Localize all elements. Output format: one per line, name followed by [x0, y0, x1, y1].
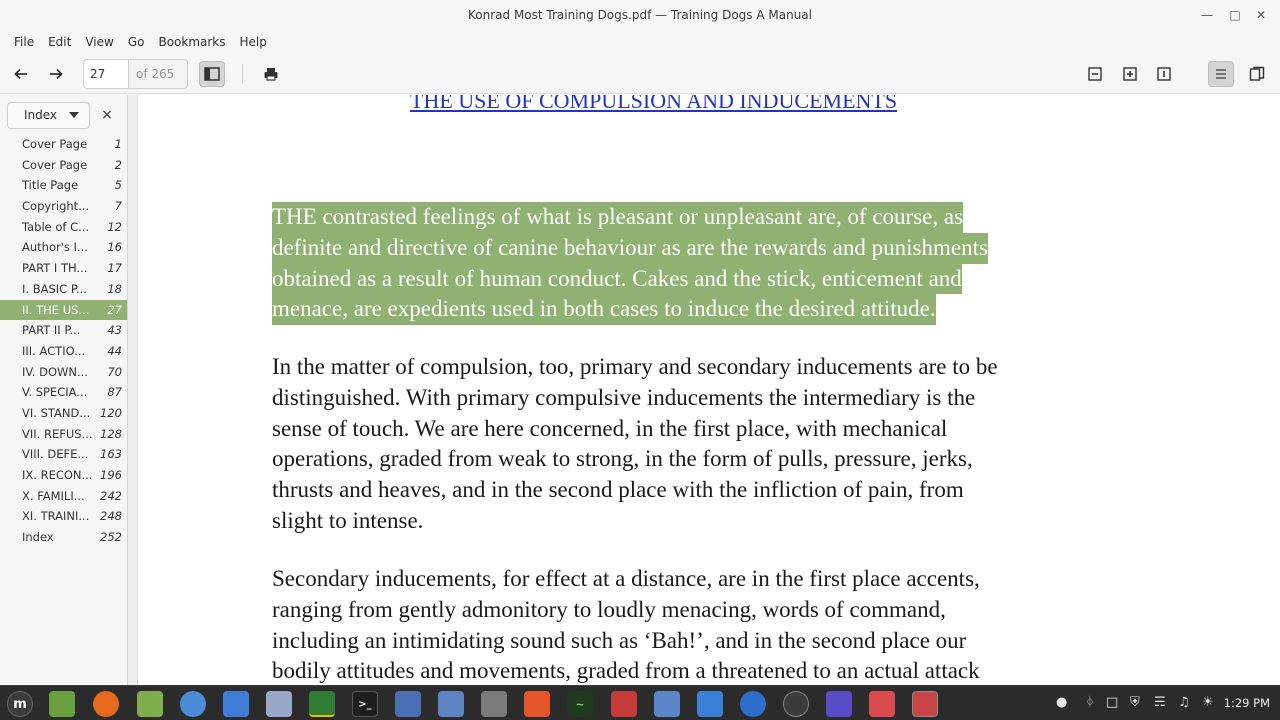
index-item[interactable] — [0, 279, 127, 300]
firefox-icon[interactable] — [93, 691, 119, 717]
index-item[interactable] — [0, 424, 127, 445]
network-tray-icon[interactable]: ● — [1056, 695, 1068, 710]
continuous-view-button[interactable] — [1208, 61, 1234, 87]
index-item[interactable] — [0, 341, 127, 362]
brave-icon[interactable] — [524, 691, 550, 717]
paragraph-line: sense of touch. We are here concerned, in the first place, with mechanical — [272, 415, 948, 441]
menu-bookmarks[interactable]: Bookmarks — [158, 35, 226, 49]
camera-icon[interactable] — [654, 691, 680, 717]
paragraph-line: bodily attitudes and movements, graded from a threatened to an actual attack — [272, 658, 980, 684]
index-item-page: 27 — [107, 302, 122, 317]
index-item-page: 5 — [114, 178, 122, 193]
maximize-button[interactable]: □ — [1229, 8, 1241, 22]
index-item-page: 87 — [107, 385, 122, 400]
index-item-label: Author's I... — [22, 240, 88, 255]
index-item-page: 196 — [100, 468, 122, 482]
zoom-fit-icon — [1157, 67, 1171, 81]
index-item-page: 18 — [107, 281, 122, 296]
book-reader-icon[interactable] — [611, 691, 637, 717]
index-item-label: PART II P... — [22, 323, 81, 338]
bluetooth-icon[interactable]: ᛄ — [1086, 695, 1094, 710]
document-icon[interactable] — [697, 691, 723, 717]
document-view[interactable] — [139, 95, 1280, 685]
paragraph-line: THE contrasted feelings of what is pleasant or unpleasant are, of course, as — [272, 202, 963, 233]
index-item[interactable] — [0, 217, 127, 238]
index-item[interactable] — [0, 320, 127, 341]
index-item-label: Cover Page — [22, 157, 88, 172]
back-button[interactable] — [8, 61, 34, 87]
index-item[interactable] — [0, 258, 127, 279]
index-item-page: 12 — [107, 219, 122, 234]
index-item[interactable] — [0, 403, 127, 424]
system-monitor-icon[interactable]: ~ — [567, 691, 593, 717]
menu-help[interactable]: Help — [239, 35, 267, 49]
index-item[interactable] — [0, 362, 127, 383]
sidebar-toggle-button[interactable] — [199, 61, 225, 87]
forward-button[interactable] — [43, 61, 69, 87]
index-item-page: 120 — [100, 405, 122, 420]
window-title: Konrad Most Training Dogs.pdf — Training Dogs A Manual — [468, 8, 812, 22]
files-icon[interactable] — [49, 691, 75, 717]
menu-go[interactable]: Go — [127, 35, 145, 49]
index-item-label: XI. TRAINI... — [22, 509, 90, 524]
index-item-label: IX. RECON... — [22, 468, 93, 482]
menu-view[interactable]: View — [85, 35, 114, 49]
paragraph-line: operations, graded from weak to strong, in the form of pulls, pressure, jerks, — [272, 446, 973, 472]
toolbar — [0, 54, 1280, 94]
title-bar — [0, 0, 1280, 30]
index-item-label: X. FAMILI... — [22, 488, 85, 503]
taskbar — [0, 685, 1280, 720]
index-item[interactable] — [0, 382, 127, 403]
index-item-label: II. THE US... — [22, 302, 90, 317]
toolbar-separator — [242, 64, 243, 84]
index-item-page: 2 — [114, 157, 122, 172]
menu-edit[interactable]: Edit — [48, 35, 72, 49]
index-item-page: 16 — [107, 240, 122, 255]
paragraph-line: distinguished. With primary compulsive inducements the intermediary is the — [272, 384, 976, 410]
wifi-icon[interactable]: ☴ — [1154, 695, 1166, 710]
clipboard-icon[interactable]: □ — [1106, 695, 1119, 710]
index-item-label: III. ACTIO... — [22, 343, 86, 358]
index-item-page: 7 — [114, 199, 122, 214]
index-item[interactable] — [0, 196, 127, 217]
index-item-page: 70 — [107, 364, 122, 379]
index-item-page: 252 — [100, 530, 122, 545]
timeshift-icon[interactable] — [783, 691, 809, 717]
brightness-icon[interactable]: ☀ — [1202, 695, 1214, 710]
paragraph-line: In the matter of compulsion, too, primary and secondary inducements are to be — [272, 354, 998, 379]
paragraph-line: including an intimidating sound such as ‘Bah!’, and in the second place our — [272, 627, 967, 653]
index-item-label: Title Page — [22, 178, 79, 193]
index-list — [0, 134, 127, 548]
index-item[interactable] — [0, 155, 127, 176]
menu-file[interactable]: File — [14, 35, 35, 49]
index-item-page: 17 — [107, 261, 122, 276]
index-item-label: Copyright... — [22, 199, 90, 214]
clock[interactable]: 1:29 PM — [1223, 696, 1270, 710]
dual-page-button[interactable] — [1244, 61, 1270, 87]
paragraph-selected[interactable] — [272, 202, 1122, 325]
index-item-label: I. BASIC P... — [22, 281, 87, 296]
folder-icon[interactable] — [137, 691, 163, 717]
index-item-label: Table of C... — [22, 219, 90, 234]
index-item[interactable] — [0, 134, 127, 155]
zoom-out-icon — [1088, 67, 1102, 81]
index-item-label: VII. REFUS... — [22, 426, 93, 441]
index-item-page: 128 — [100, 426, 122, 441]
text-editor-icon[interactable] — [223, 691, 249, 717]
paragraph-line: obtained as a result of human conduct. Cakes and the stick, enticement and — [272, 264, 962, 295]
notes-icon[interactable] — [266, 691, 292, 717]
chevron-down-icon — [69, 112, 79, 118]
close-sidebar-button[interactable] — [96, 104, 118, 126]
index-item-page: 248 — [100, 509, 122, 524]
close-window-button[interactable]: ✕ — [1255, 8, 1267, 22]
index-item-label: IV. DOWN... — [22, 364, 88, 379]
sidebar-resize-handle[interactable] — [128, 95, 138, 685]
index-item-page: 163 — [100, 447, 122, 462]
index-item-selected[interactable] — [0, 300, 127, 321]
minimize-button[interactable]: — — [1201, 8, 1213, 22]
index-item[interactable] — [0, 444, 127, 465]
paragraph-line: definite and directive of canine behaviour as are the rewards and punishments — [272, 233, 988, 264]
index-item-label: V. SPECIA... — [22, 385, 88, 400]
mint-menu-icon[interactable]: m — [7, 691, 33, 717]
chapter-heading-link[interactable]: THE USE OF COMPULSION AND INDUCEMENTS — [410, 95, 898, 113]
index-item[interactable] — [0, 527, 127, 548]
print-button[interactable] — [258, 61, 284, 87]
paragraph-line: Secondary inducements, for effect at a distance, are in the first place accents, — [272, 566, 980, 591]
chromium-icon[interactable] — [180, 691, 206, 717]
paragraph-line: ranging from gently admonitory to loudly menacing, words of command, — [272, 596, 946, 622]
continuous-view-icon — [1214, 67, 1228, 81]
index-item[interactable] — [0, 465, 127, 486]
media-player-icon[interactable] — [826, 691, 852, 717]
zoom-out-button[interactable] — [1082, 61, 1108, 87]
index-item-page: 242 — [100, 488, 122, 503]
terminal-icon[interactable]: >_ — [352, 691, 378, 717]
index-item-label: VIII. DEFE... — [22, 447, 89, 462]
volume-app-icon[interactable] — [481, 691, 507, 717]
spreadsheet-icon[interactable] — [309, 691, 335, 717]
mail-icon[interactable] — [395, 691, 421, 717]
sidebar — [0, 95, 128, 685]
index-item[interactable] — [0, 237, 127, 258]
index-item-label: Index — [22, 530, 54, 545]
sidebar-mode-label: Index — [24, 108, 58, 122]
printer-icon — [263, 66, 279, 82]
index-item-label: PART I TH... — [22, 261, 88, 276]
index-item[interactable] — [0, 175, 127, 196]
index-item-label: Cover Page — [22, 137, 88, 151]
zoom-reset-button[interactable] — [1151, 61, 1177, 87]
accessibility-icon[interactable] — [740, 691, 766, 717]
index-item-page: 44 — [107, 343, 122, 358]
sidebar-icon — [204, 67, 220, 81]
zoom-in-button[interactable] — [1117, 61, 1143, 87]
paragraph-line: menace, are expedients used in both cases to induce the desired attitude. — [272, 294, 936, 325]
music-icon[interactable]: ♫ — [1178, 695, 1190, 710]
paragraph-line: thrusts and heaves, and in the second place with the infliction of pain, from — [272, 477, 964, 503]
index-item[interactable] — [0, 486, 127, 507]
menu-bar — [0, 30, 1280, 54]
screenshot-icon[interactable] — [438, 691, 464, 717]
index-item-label: VI. STAND... — [22, 405, 91, 420]
paragraph[interactable] — [272, 352, 1122, 537]
zoom-in-icon — [1123, 67, 1137, 81]
close-icon: × — [101, 107, 113, 123]
sidebar-mode-select[interactable] — [7, 102, 90, 129]
page-total-label: of 265 — [128, 59, 188, 89]
shield-icon[interactable]: ⛨ — [1130, 695, 1140, 710]
arrow-right-icon — [48, 66, 64, 82]
document-viewer-icon[interactable] — [912, 691, 938, 717]
index-item-page: 1 — [114, 137, 122, 151]
paragraph-line: slight to intense. — [272, 507, 424, 533]
index-item[interactable] — [0, 506, 127, 527]
arrow-left-icon — [13, 66, 29, 82]
index-item-page: 43 — [107, 323, 122, 338]
dual-page-icon — [1249, 66, 1265, 82]
paragraph[interactable] — [272, 564, 1122, 685]
page-number-input[interactable] — [83, 59, 128, 89]
image-viewer-icon[interactable] — [869, 691, 895, 717]
